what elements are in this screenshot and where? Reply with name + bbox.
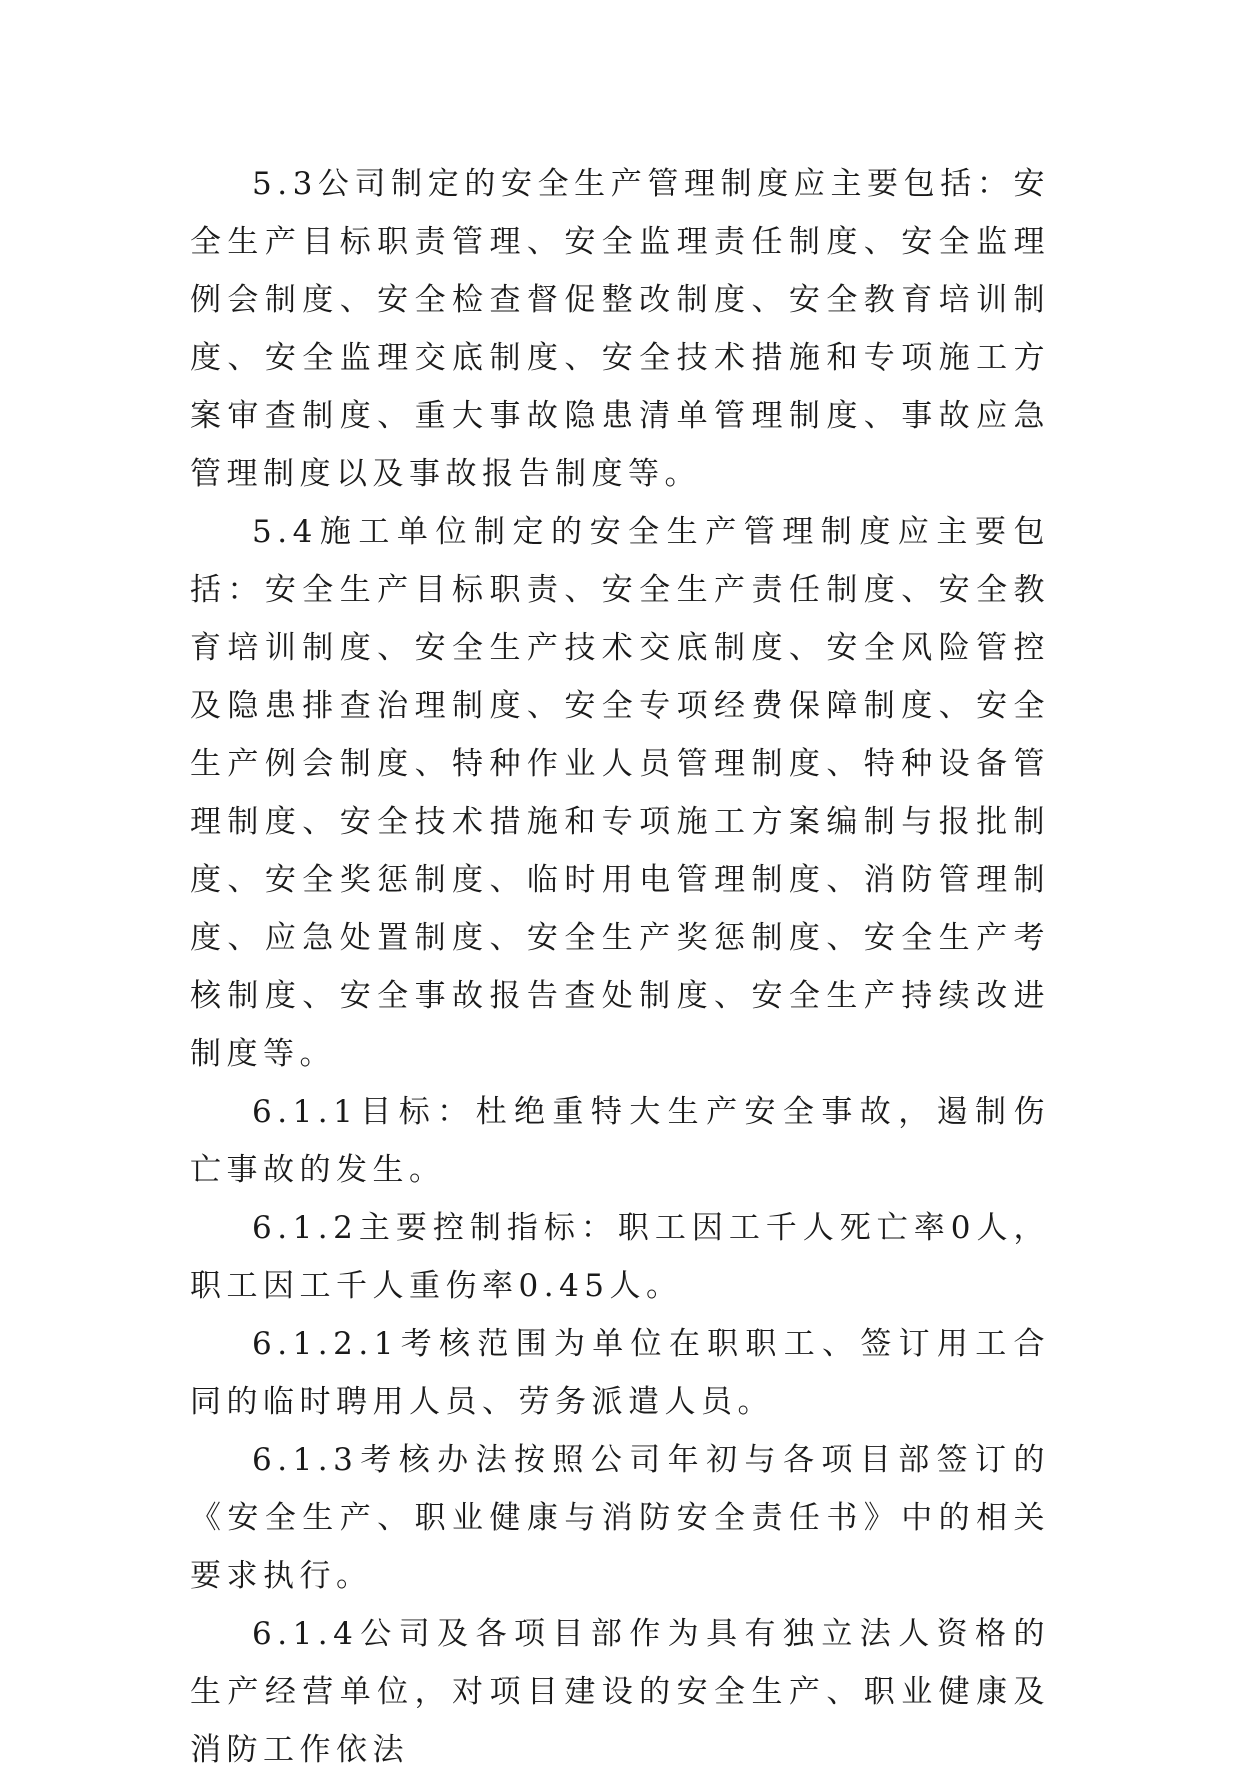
paragraph-5-3: 5.3公司制定的安全生产管理制度应主要包括：安全生产目标职责管理、安全监理责任制度、安全监理例会制度、安全检查督促整改制度、安全教育培训制度、安全监理交底制度、安全技术措施和专项施工方案审查制度、重大事故隐患清单管理制度、事故应急管理制度以及事故报告制度等。 [190,166,1050,492]
document-body [190,155,1050,1779]
paragraph-6-1-2: 6.1.2主要控制指标：职工因工千人死亡率0人，职工因工千人重伤率0.45人。 [190,1210,1050,1304]
paragraph-5-4: 5.4施工单位制定的安全生产管理制度应主要包括：安全生产目标职责、安全生产责任制度、安全教育培训制度、安全生产技术交底制度、安全风险管控及隐患排查治理制度、安全专项经费保障制度、安全生产例会制度、特种作业人员管理制度、特种设备管理制度、安全技术措施和专项施工方案编制与报批制度、安全奖惩制度、临时用电管理制度、消防管理制度、应急处置制度、安全生产奖惩制度、安全生产考核制度、安全事故报告查处制度、安全生产持续改进制度等。 [190,514,1050,1072]
paragraph-6-1-1: 6.1.1目标：杜绝重特大生产安全事故，遏制伤亡事故的发生。 [190,1094,1050,1188]
paragraph-6-1-4: 6.1.4公司及各项目部作为具有独立法人资格的生产经营单位，对项目建设的安全生产、职业健康及消防工作依法 [190,1616,1050,1768]
paragraph-6-1-3: 6.1.3考核办法按照公司年初与各项目部签订的《安全生产、职业健康与消防安全责任书》中的相关要求执行。 [190,1442,1050,1594]
paragraph-6-1-2-1: 6.1.2.1考核范围为单位在职职工、签订用工合同的临时聘用人员、劳务派遣人员。 [190,1326,1050,1420]
